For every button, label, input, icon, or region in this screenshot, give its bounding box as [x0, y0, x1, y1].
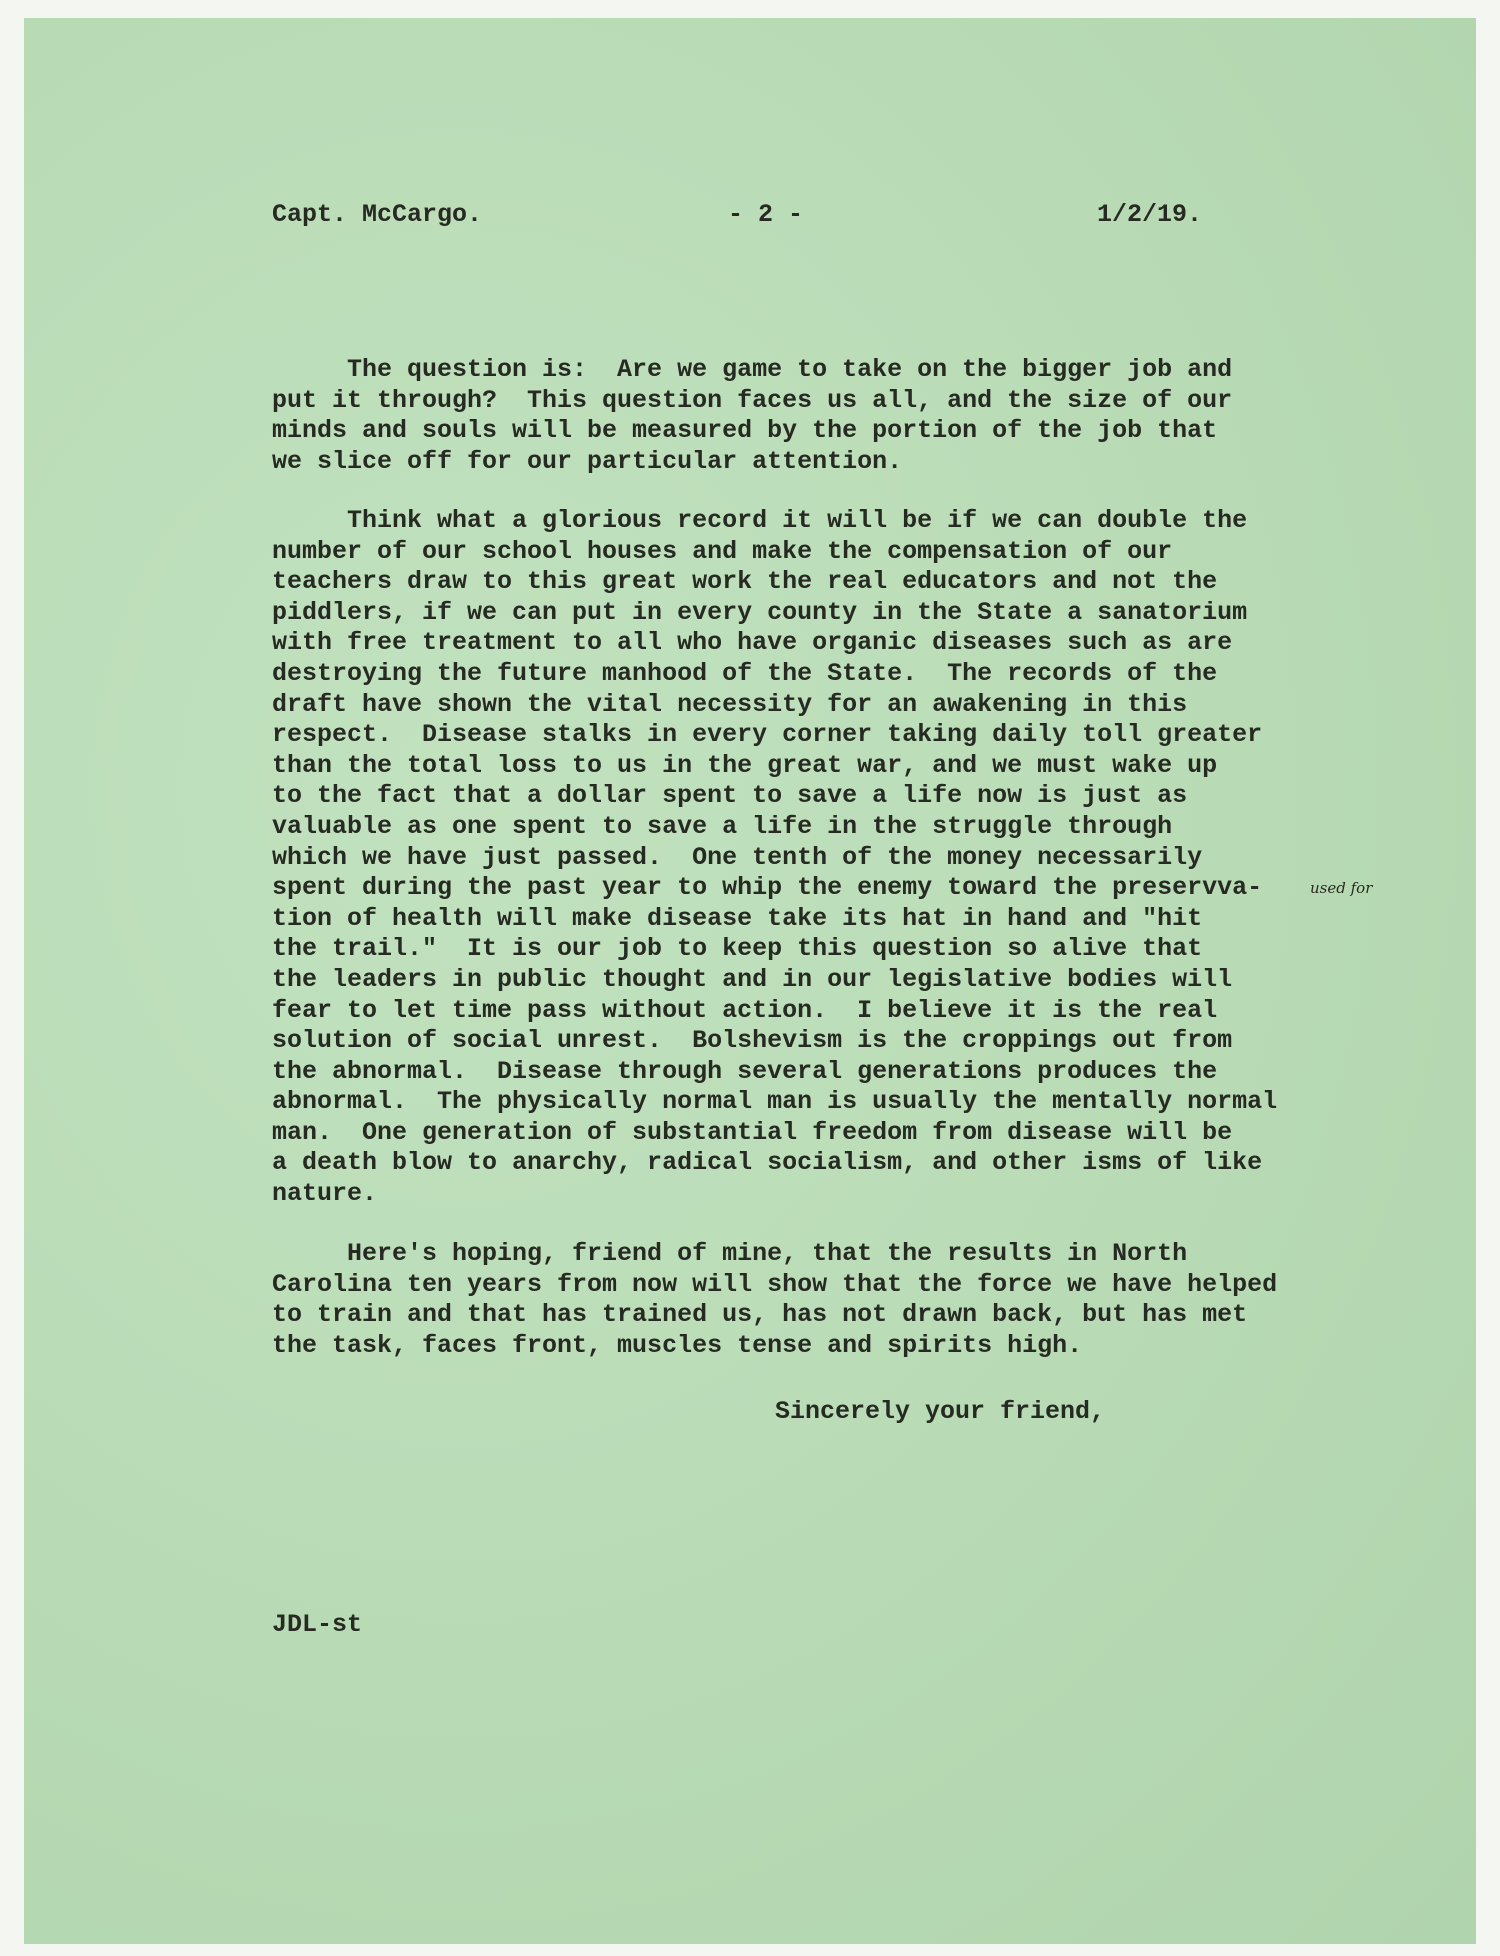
- text-line: a death blow to anarchy, radical socialism, and other isms of like: [272, 1148, 1263, 1178]
- text-line: fear to let time pass without action. I believe it is the real: [272, 995, 1218, 1025]
- paragraph-2: [272, 506, 1277, 1210]
- text-line: the abnormal. Disease through several generations produces the: [272, 1056, 1218, 1086]
- text-line: solution of social unrest. Bolshevism is the croppings out from: [272, 1026, 1233, 1056]
- closing: Sincerely your friend,: [775, 1397, 1106, 1426]
- text-line: abnormal. The physically normal man is usually the mentally normal: [272, 1087, 1278, 1117]
- text-line: Carolina ten years from now will show that the force we have helped: [272, 1269, 1278, 1299]
- text-line: the trail." It is our job to keep this question so alive that: [272, 934, 1203, 964]
- text-line: than the total loss to us in the great war, and we must wake up: [272, 750, 1218, 780]
- recipient-header: Capt. McCargo.: [272, 200, 483, 229]
- text-line: spent during the past year to whip the enemy toward the preservva-: [272, 873, 1263, 903]
- text-line: tion of health will make disease take its hat in hand and "hit: [272, 903, 1203, 933]
- text-line: respect. Disease stalks in every corner taking daily toll greater: [272, 720, 1263, 750]
- text-line: put it through? This question faces us all, and the size of our: [272, 385, 1233, 415]
- text-line: to the fact that a dollar spent to save a life now is just as: [272, 781, 1188, 811]
- text-line: the leaders in public thought and in our legislative bodies will: [272, 964, 1233, 994]
- text-line: teachers draw to this great work the real educators and not the: [272, 567, 1218, 597]
- text-line: valuable as one spent to save a life in the struggle through: [272, 811, 1173, 841]
- text-line: destroying the future manhood of the State. The records of the: [272, 658, 1218, 688]
- text-line: we slice off for our particular attention.: [272, 446, 903, 476]
- letter-date: 1/2/19.: [1097, 200, 1203, 229]
- text-line: with free treatment to all who have organic diseases such as are: [272, 628, 1233, 658]
- reference-initials: JDL-st: [272, 1610, 363, 1639]
- text-line: Think what a glorious record it will be if we can double the: [272, 506, 1248, 535]
- paragraph-3: [272, 1239, 1277, 1361]
- text-line: Here's hoping, friend of mine, that the results in North: [272, 1239, 1188, 1268]
- text-line: which we have just passed. One tenth of the money necessarily: [272, 842, 1203, 872]
- page-number: - 2 -: [728, 200, 804, 229]
- text-line: draft have shown the vital necessity for an awakening in this: [272, 689, 1188, 719]
- text-line: to train and that has trained us, has not drawn back, but has met: [272, 1300, 1248, 1330]
- text-line: number of our school houses and make the compensation of our: [272, 536, 1173, 566]
- text-line: The question is: Are we game to take on the bigger job and: [272, 355, 1233, 384]
- text-line: piddlers, if we can put in every county in the State a sanatorium: [272, 597, 1248, 627]
- text-line: minds and souls will be measured by the portion of the job that: [272, 416, 1218, 446]
- text-line: man. One generation of substantial freedom from disease will be: [272, 1117, 1233, 1147]
- paragraph-1: [272, 355, 1232, 477]
- text-line: the task, faces front, muscles tense and spirits high.: [272, 1330, 1083, 1360]
- handwritten-insertion: used for: [1310, 879, 1373, 897]
- text-line: nature.: [272, 1179, 378, 1209]
